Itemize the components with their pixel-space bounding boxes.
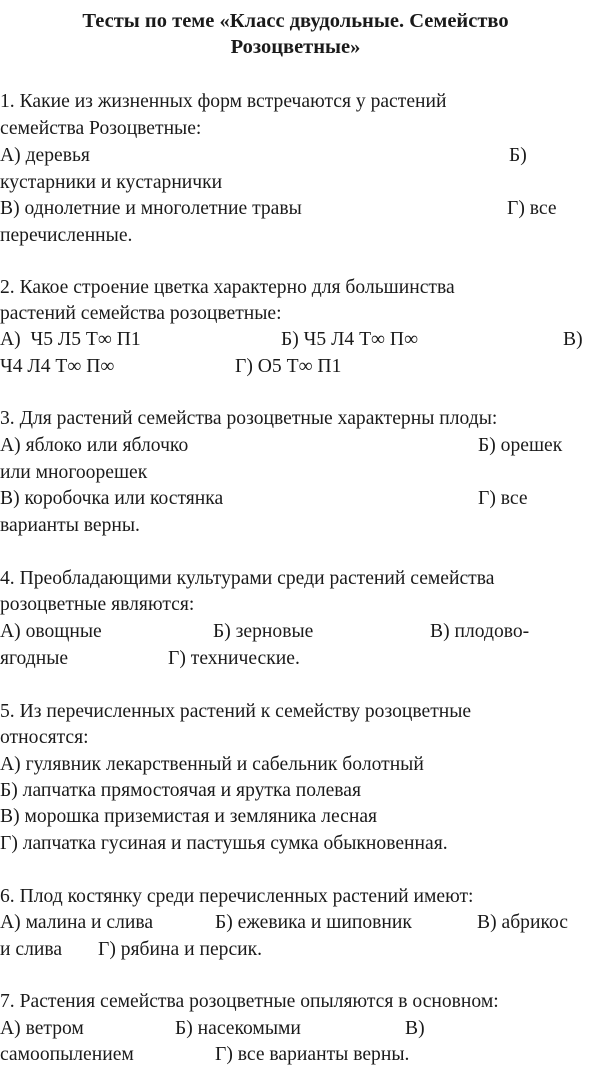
- option-g: Г) технические.: [168, 648, 300, 669]
- question-text: 5. Из перечисленных растений к семейству розоцветные: [0, 701, 472, 722]
- question-text: семейства Розоцветные:: [0, 118, 202, 139]
- question-text: растений семейства розоцветные:: [0, 303, 282, 324]
- option-b: Б) зерновые: [213, 621, 314, 642]
- option-g: Г) все: [507, 198, 557, 219]
- option-b-continued: или многоорешек: [0, 462, 148, 483]
- option-a: А) яблоко или яблочко: [0, 435, 189, 456]
- option-v-continued: Ч4 Л4 Т∞ П∞: [0, 356, 115, 377]
- option-g: Г) лапчатка гусиная и пастушья сумка обыкновенная.: [0, 833, 448, 854]
- question-text: 3. Для растений семейства розоцветные характерны плоды:: [0, 408, 498, 429]
- option-b: Б): [509, 145, 527, 166]
- option-a: А) гулявник лекарственный и сабельник болотный: [0, 754, 424, 775]
- question-text: 1. Какие из жизненных форм встречаются у растений: [0, 91, 447, 112]
- option-v: В) однолетние и многолетние травы: [0, 198, 302, 219]
- option-b: Б) орешек: [478, 435, 563, 456]
- question-text: 2. Какое строение цветка характерно для большинства: [0, 277, 455, 298]
- option-v-continued: и слива: [0, 939, 63, 960]
- option-v: В): [405, 1018, 425, 1039]
- question-text: розоцветные являются:: [0, 594, 195, 615]
- option-v: В): [563, 329, 583, 350]
- option-a: А) ветром: [0, 1018, 84, 1039]
- option-v: В) абрикос: [477, 912, 568, 933]
- option-v: В) морошка приземистая и земляника лесная: [0, 806, 378, 827]
- option-g-continued: варианты верны.: [0, 515, 140, 536]
- option-v: В) коробочка или костянка: [0, 488, 224, 509]
- option-b-continued: кустарники и кустарнички: [0, 172, 223, 193]
- option-g-continued: перечисленные.: [0, 225, 133, 246]
- option-b: Б) ежевика и шиповник: [215, 912, 412, 933]
- option-a: А) малина и слива: [0, 912, 154, 933]
- question-text: 4. Преобладающими культурами среди растений семейства: [0, 568, 495, 589]
- option-v-continued: ягодные: [0, 648, 69, 669]
- option-v-continued: самоопылением: [0, 1044, 134, 1065]
- option-g: Г) все варианты верны.: [215, 1044, 410, 1065]
- option-v: В) плодово-: [430, 621, 530, 642]
- title-line-2: Розоцветные»: [230, 36, 361, 58]
- option-a: А) овощные: [0, 621, 102, 642]
- title-line-1: Тесты по теме «Класс двудольные. Семейство: [82, 10, 509, 32]
- option-b: Б) Ч5 Л4 Т∞ П∞: [281, 329, 419, 350]
- page-title: [0, 8, 591, 60]
- question-text: относятся:: [0, 727, 89, 748]
- option-g: Г) все: [478, 488, 528, 509]
- question-text: 7. Растения семейства розоцветные опыляются в основном:: [0, 991, 499, 1012]
- option-g: Г) О5 Т∞ П1: [235, 356, 342, 377]
- option-g: Г) рябина и персик.: [98, 939, 263, 960]
- option-a: А) деревья: [0, 145, 90, 166]
- option-b: Б) лапчатка прямостоячая и ярутка полевая: [0, 780, 361, 801]
- option-b: Б) насекомыми: [175, 1018, 301, 1039]
- option-a: А) Ч5 Л5 Т∞ П1: [0, 329, 141, 350]
- question-text: 6. Плод костянку среди перечисленных растений имеют:: [0, 886, 474, 907]
